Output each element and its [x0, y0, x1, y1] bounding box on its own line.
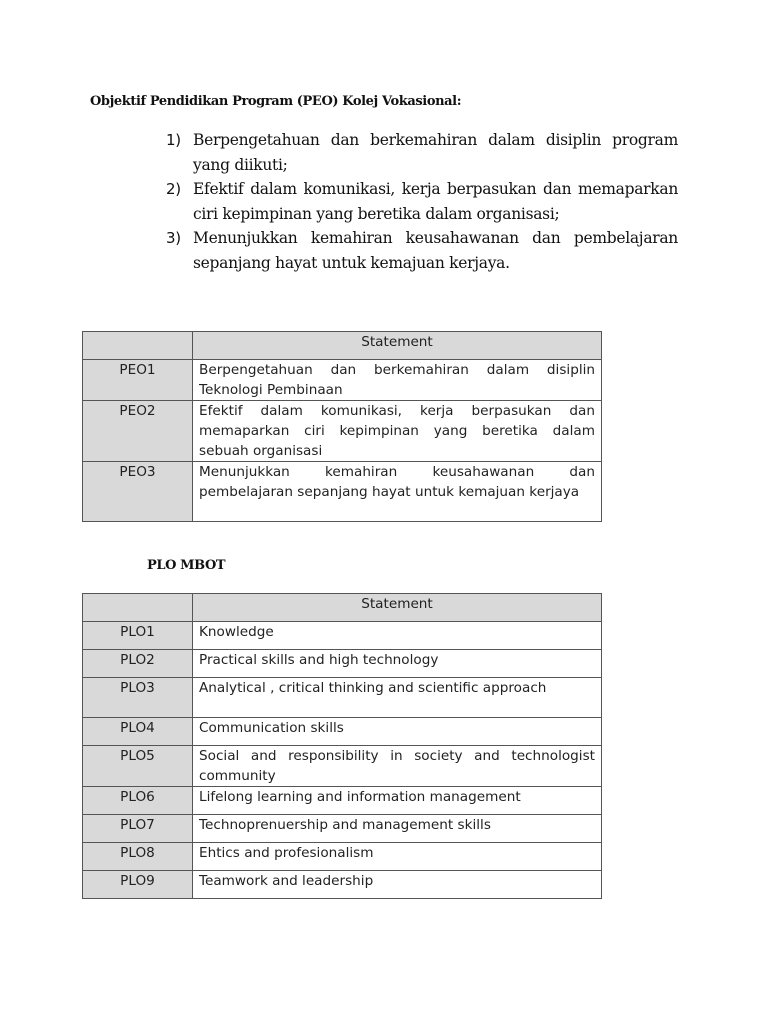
table-row: [83, 622, 602, 650]
plo-statement: Knowledge: [193, 622, 602, 650]
table-row: [83, 650, 602, 678]
objective-number: 3): [166, 229, 181, 247]
peo-statement: Berpengetahuan dan berkemahiran dalam disiplin Teknologi Pembinaan: [193, 360, 602, 401]
table-row: [83, 401, 602, 462]
plo-statement: Practical skills and high technology: [193, 650, 602, 678]
table-header-row: [83, 332, 602, 360]
objective-item: [166, 226, 678, 275]
plo-code: PLO9: [83, 871, 193, 899]
objective-number: 2): [166, 180, 181, 198]
plo-statement: Communication skills: [193, 718, 602, 746]
plo-statement: Social and responsibility in society and technologist community: [193, 746, 602, 787]
table-row: [83, 718, 602, 746]
statement-header: Statement: [193, 332, 602, 360]
peo-statement: Menunjukkan kemahiran keusahawanan dan pembelajaran sepanjang hayat untuk kemajuan kerjaya: [193, 462, 602, 522]
table-row: [83, 462, 602, 522]
plo-code: PLO5: [83, 746, 193, 787]
peo-code: PEO1: [83, 360, 193, 401]
plo-statement: Analytical , critical thinking and scientific approach: [193, 678, 602, 718]
table-header-row: [83, 594, 602, 622]
peo-table: [82, 331, 602, 522]
table-row: [83, 678, 602, 718]
table-row: [83, 360, 602, 401]
plo-statement: Lifelong learning and information management: [193, 787, 602, 815]
table-row: [83, 815, 602, 843]
table-row: [83, 843, 602, 871]
table-row: [83, 746, 602, 787]
plo-code: PLO7: [83, 815, 193, 843]
plo-code: PLO6: [83, 787, 193, 815]
table-row: [83, 787, 602, 815]
objective-list: [166, 128, 678, 275]
objective-number: 1): [166, 131, 181, 149]
table-row: [83, 871, 602, 899]
peo-heading: Objektif Pendidikan Program (PEO) Kolej Vokasional:: [90, 94, 462, 109]
objective-text: Menunjukkan kemahiran keusahawanan dan pembelajaran sepanjang hayat untuk kemajuan kerjaya.: [193, 229, 678, 272]
plo-code: PLO4: [83, 718, 193, 746]
peo-code: PEO2: [83, 401, 193, 462]
objective-text: Efektif dalam komunikasi, kerja berpasukan dan memaparkan ciri kepimpinan yang beretika dalam organisasi;: [193, 180, 678, 223]
plo-statement: Ehtics and profesionalism: [193, 843, 602, 871]
peo-statement: Efektif dalam komunikasi, kerja berpasukan dan memaparkan ciri kepimpinan yang beretika dalam sebuah organisasi: [193, 401, 602, 462]
objective-text: Berpengetahuan dan berkemahiran dalam disiplin program yang diikuti;: [193, 131, 678, 174]
plo-statement: Teamwork and leadership: [193, 871, 602, 899]
plo-table: [82, 593, 602, 899]
objective-item: [166, 177, 678, 226]
plo-code: PLO1: [83, 622, 193, 650]
plo-code: PLO2: [83, 650, 193, 678]
statement-header: Statement: [193, 594, 602, 622]
peo-code: PEO3: [83, 462, 193, 522]
plo-code: PLO3: [83, 678, 193, 718]
code-header-cell: [83, 332, 193, 360]
plo-statement: Technoprenuership and management skills: [193, 815, 602, 843]
plo-heading: PLO MBOT: [147, 558, 226, 573]
plo-code: PLO8: [83, 843, 193, 871]
objective-item: [166, 128, 678, 177]
code-header-cell: [83, 594, 193, 622]
